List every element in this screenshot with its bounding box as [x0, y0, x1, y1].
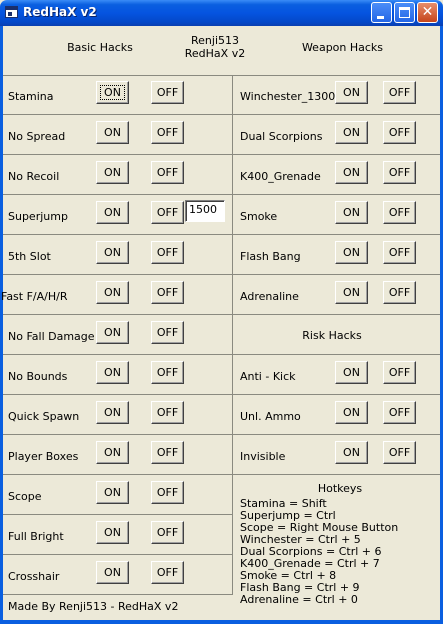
close-button[interactable]: [417, 2, 438, 23]
dual-scorpions-on-button[interactable]: ON: [335, 121, 368, 144]
fast-f-a-h-r-on-button[interactable]: ON: [96, 281, 129, 304]
app-icon: [5, 6, 18, 18]
stamina-off-button[interactable]: OFF: [151, 81, 184, 104]
unl-ammo-off-button[interactable]: OFF: [383, 401, 416, 424]
close-icon: ✕: [421, 4, 434, 20]
row-divider: [3, 434, 232, 435]
row-divider: [233, 354, 440, 355]
hack-label-player-boxes: Player Boxes: [8, 450, 79, 463]
window-border-bottom: [0, 620, 443, 624]
risk-label-anti-kick: Anti - Kick: [240, 370, 296, 383]
superjump-on-button[interactable]: ON: [96, 201, 129, 224]
hack-label-full-bright: Full Bright: [8, 530, 64, 543]
hack-label-crosshair: Crosshair: [8, 570, 60, 583]
5th-slot-on-button[interactable]: ON: [96, 241, 129, 264]
unl-ammo-on-button[interactable]: ON: [335, 401, 368, 424]
row-divider: [3, 554, 232, 555]
row-divider: [233, 314, 440, 315]
row-divider: [233, 75, 440, 76]
hack-label-no-recoil: No Recoil: [8, 170, 60, 183]
minimize-icon: [377, 16, 384, 19]
weapon-hacks-heading: Weapon Hacks: [301, 41, 384, 54]
row-divider: [233, 154, 440, 155]
row-divider: [233, 434, 440, 435]
row-divider: [233, 394, 440, 395]
invisible-off-button[interactable]: OFF: [383, 441, 416, 464]
row-divider: [233, 114, 440, 115]
hack-label-no-spread: No Spread: [8, 130, 66, 143]
risk-hacks-heading: Risk Hacks: [302, 329, 362, 342]
hack-label-5th-slot: 5th Slot: [8, 250, 51, 263]
hotkey-line: Superjump = Ctrl: [240, 509, 336, 522]
adrenaline-on-button[interactable]: ON: [335, 281, 368, 304]
weapon-label-flash-bang: Flash Bang: [240, 250, 301, 263]
anti-kick-on-button[interactable]: ON: [335, 361, 368, 384]
column-divider: [232, 75, 233, 595]
stamina-on-button[interactable]: ON: [96, 81, 129, 104]
maximize-button[interactable]: [394, 2, 415, 23]
window-border-left: [0, 26, 3, 624]
row-divider: [3, 75, 232, 76]
invisible-on-button[interactable]: ON: [335, 441, 368, 464]
no-spread-on-button[interactable]: ON: [96, 121, 129, 144]
weapon-label-winchester-1300: Winchester_1300: [240, 90, 336, 103]
risk-label-unl-ammo: Unl. Ammo: [240, 410, 301, 423]
maximize-icon: [399, 7, 410, 18]
weapon-label-adrenaline: Adrenaline: [240, 290, 299, 303]
row-divider: [3, 274, 232, 275]
hotkey-line: Winchester = Ctrl + 5: [240, 533, 361, 546]
5th-slot-off-button[interactable]: OFF: [151, 241, 184, 264]
player-boxes-off-button[interactable]: OFF: [151, 441, 184, 464]
row-divider: [3, 234, 232, 235]
no-bounds-on-button[interactable]: ON: [96, 361, 129, 384]
scope-on-button[interactable]: ON: [96, 481, 129, 504]
row-divider: [3, 594, 232, 595]
weapon-label-smoke: Smoke: [240, 210, 278, 223]
basic-hacks-heading: Basic Hacks: [67, 41, 133, 54]
anti-kick-off-button[interactable]: OFF: [383, 361, 416, 384]
adrenaline-off-button[interactable]: OFF: [383, 281, 416, 304]
row-divider: [233, 194, 440, 195]
flash-bang-off-button[interactable]: OFF: [383, 241, 416, 264]
row-divider: [3, 394, 232, 395]
author-heading: [160, 34, 270, 60]
hack-label-fast-f-a-h-r: Fast F/A/H/R: [1, 290, 68, 303]
full-bright-on-button[interactable]: ON: [96, 521, 129, 544]
hack-label-no-bounds: No Bounds: [8, 370, 68, 383]
title-bar[interactable]: [0, 0, 443, 26]
row-divider: [3, 314, 232, 315]
hotkey-line: K400_Grenade = Ctrl + 7: [240, 557, 380, 570]
player-boxes-on-button[interactable]: ON: [96, 441, 129, 464]
row-divider: [3, 474, 232, 475]
hotkeys-heading: Hotkeys: [317, 482, 363, 495]
no-recoil-on-button[interactable]: ON: [96, 161, 129, 184]
hack-label-quick-spawn: Quick Spawn: [8, 410, 80, 423]
footer-credit: Made By Renji513 - RedHaX v2: [8, 600, 179, 613]
no-spread-off-button[interactable]: OFF: [151, 121, 184, 144]
hotkey-line: Scope = Right Mouse Button: [240, 521, 399, 534]
hotkey-line: Stamina = Shift: [240, 497, 327, 510]
smoke-off-button[interactable]: OFF: [383, 201, 416, 224]
quick-spawn-off-button[interactable]: OFF: [151, 401, 184, 424]
no-fall-damage-off-button[interactable]: OFF: [151, 321, 184, 344]
superjump-value-input[interactable]: 1500: [185, 200, 225, 222]
risk-label-invisible: Invisible: [240, 450, 286, 463]
row-divider: [3, 154, 232, 155]
hotkey-line: Smoke = Ctrl + 8: [240, 569, 337, 582]
k400-grenade-on-button[interactable]: ON: [335, 161, 368, 184]
hotkey-line: Flash Bang = Ctrl + 9: [240, 581, 360, 594]
crosshair-off-button[interactable]: OFF: [151, 561, 184, 584]
winchester-1300-off-button[interactable]: OFF: [383, 81, 416, 104]
full-bright-off-button[interactable]: OFF: [151, 521, 184, 544]
row-divider: [3, 194, 232, 195]
crosshair-on-button[interactable]: ON: [96, 561, 129, 584]
author-name: Renji513: [191, 34, 239, 47]
row-divider: [3, 114, 232, 115]
row-divider: [233, 234, 440, 235]
flash-bang-on-button[interactable]: ON: [335, 241, 368, 264]
no-bounds-off-button[interactable]: OFF: [151, 361, 184, 384]
fast-f-a-h-r-off-button[interactable]: OFF: [151, 281, 184, 304]
winchester-1300-on-button[interactable]: ON: [335, 81, 368, 104]
scope-off-button[interactable]: OFF: [151, 481, 184, 504]
hack-label-stamina: Stamina: [8, 90, 54, 103]
row-divider: [233, 474, 440, 475]
no-recoil-off-button[interactable]: OFF: [151, 161, 184, 184]
weapon-label-dual-scorpions: Dual Scorpions: [240, 130, 323, 143]
superjump-off-button[interactable]: OFF: [151, 201, 184, 224]
smoke-on-button[interactable]: ON: [335, 201, 368, 224]
weapon-label-k400-grenade: K400_Grenade: [240, 170, 321, 183]
minimize-button[interactable]: [371, 2, 392, 23]
no-fall-damage-on-button[interactable]: ON: [96, 321, 129, 344]
hack-label-scope: Scope: [8, 490, 42, 503]
dual-scorpions-off-button[interactable]: OFF: [383, 121, 416, 144]
hack-label-superjump: Superjump: [8, 210, 68, 223]
row-divider: [3, 354, 232, 355]
hotkey-line: Dual Scorpions = Ctrl + 6: [240, 545, 382, 558]
hotkey-line: Adrenaline = Ctrl + 0: [240, 593, 358, 606]
window-title: RedHaX v2: [23, 5, 97, 19]
hack-label-no-fall-damage: No Fall Damage: [8, 330, 95, 343]
row-divider: [3, 514, 232, 515]
k400-grenade-off-button[interactable]: OFF: [383, 161, 416, 184]
row-divider: [233, 274, 440, 275]
quick-spawn-on-button[interactable]: ON: [96, 401, 129, 424]
app-version: RedHaX v2: [184, 47, 246, 60]
